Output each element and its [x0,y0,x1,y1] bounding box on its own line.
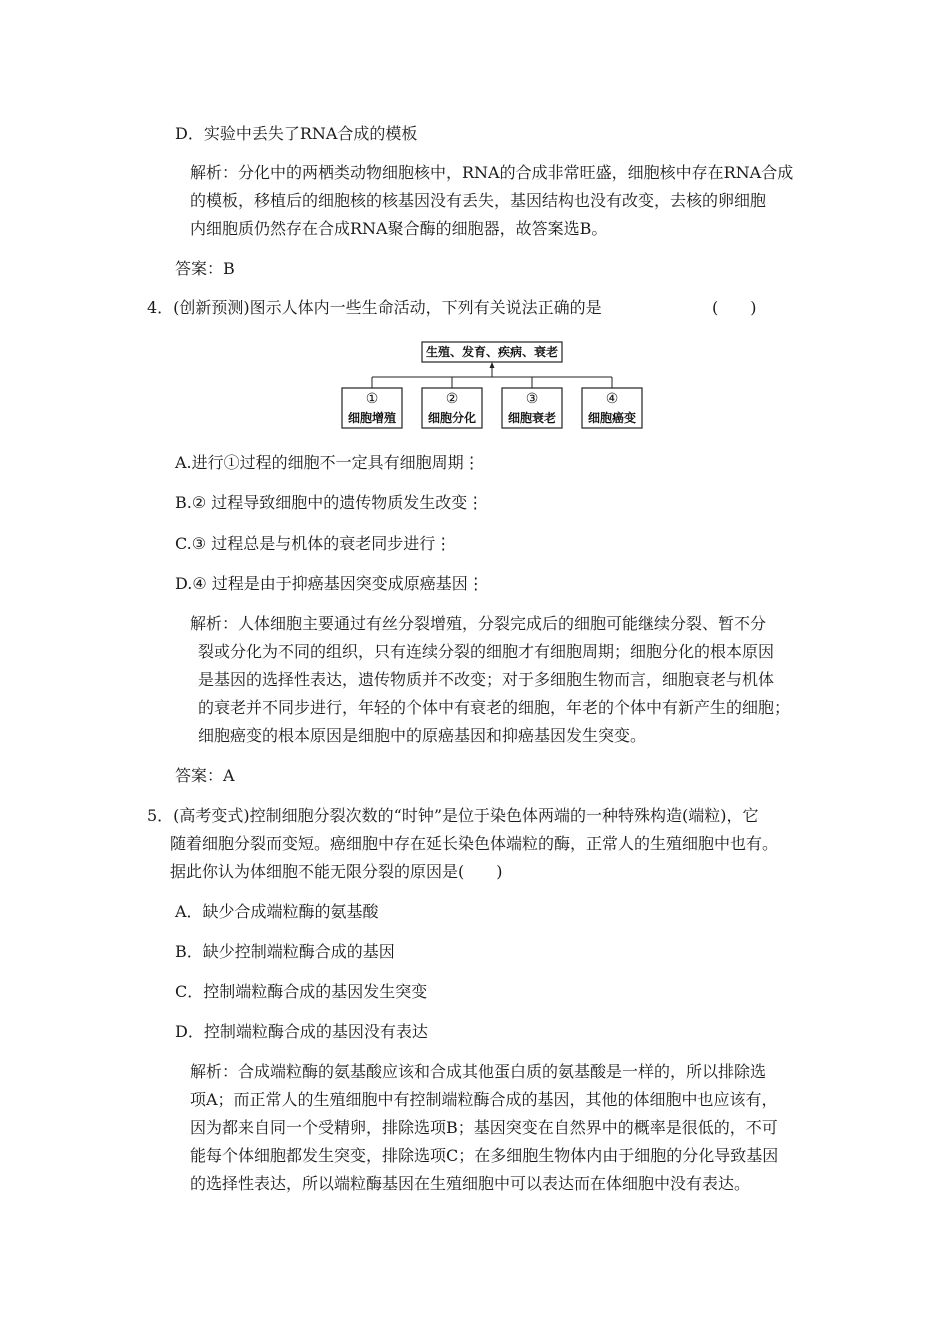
q4-analysis-line-1: 解析：人体细胞主要通过有丝分裂增殖，分裂完成后的细胞可能继续分裂、暂不分 [190,614,767,633]
q5-analysis-line-3: 因为都来自同一个受精卵，排除选项B；基因突变在自然界中的概率是很低的，不可 [190,1118,778,1137]
q4-option-a: A.进行①过程的细胞不一定具有细胞周期⋮ [175,453,480,472]
q3-option-d: D．实验中丢失了RNA合成的模板 [175,124,418,143]
q4-analysis-line-2: 裂或分化为不同的组织，只有连续分裂的细胞才有细胞周期；细胞分化的根本原因 [198,642,775,661]
q4-answer-bracket: ( ) [712,298,757,317]
q4-analysis-line-5: 细胞癌变的根本原因是细胞中的原癌基因和抑癌基因发生突变。 [198,726,647,745]
q4-answer: 答案：A [175,766,235,785]
q5-option-c: C．控制端粒酶合成的基因发生突变 [175,982,428,1001]
q4-analysis-line-4: 的衰老并不同步进行，年轻的个体中有衰老的细胞，年老的个体中有新产生的细胞； [198,698,791,717]
diagram-box-2-num: ② [445,391,459,407]
q4-stem: 4．(创新预测)图示人体内一些生命活动，下列有关说法正确的是 [147,298,602,317]
q4-analysis-line-3: 是基因的选择性表达，遗传物质并不改变；对于多细胞生物而言，细胞衰老与机体 [198,670,775,689]
q5-analysis-line-2: 项A；而正常人的生殖细胞中有控制端粒酶合成的基因，其他的体细胞中也应该有， [190,1090,778,1109]
q5-analysis-line-5: 的选择性表达，所以端粒酶基因在生殖细胞中可以表达而在体细胞中没有表达。 [190,1174,751,1193]
q5-option-d: D．控制端粒酶合成的基因没有表达 [175,1022,428,1041]
q5-stem-line-2: 随着细胞分裂而变短。癌细胞中存在延长染色体端粒的酶，正常人的生殖细胞中也有。 [170,834,779,853]
diagram-box-1-num: ① [365,391,379,407]
q5-analysis-line-1: 解析：合成端粒酶的氨基酸应该和合成其他蛋白质的氨基酸是一样的，所以排除选 [190,1062,767,1081]
diagram-box-3-num: ③ [525,391,539,407]
q4-option-d: D.④ 过程是由于抑癌基因突变成原癌基因⋮ [175,574,484,593]
diagram-arrow-head [490,362,495,368]
q3-analysis-line-2: 的模板，移植后的细胞核的核基因没有丢失，基因结构也没有改变，去核的卵细胞 [190,191,767,210]
cell-process-diagram [340,340,650,432]
diagram-box-3-label: 细胞衰老 [507,411,557,425]
q5-stem-line-3: 据此你认为体细胞不能无限分裂的原因是( ) [170,862,503,881]
q4-option-b: B.② 过程导致细胞中的遗传物质发生改变⋮ [175,493,484,512]
q3-analysis-line-1: 解析：分化中的两栖类动物细胞核中，RNA的合成非常旺盛，细胞核中存在RNA合成 [190,163,794,182]
diagram-box-1-label: 细胞增殖 [347,411,397,425]
q5-analysis-line-4: 能每个体细胞都发生突变，排除选项C；在多细胞生物体内由于细胞的分化导致基因 [190,1146,779,1165]
q3-analysis-line-3: 内细胞质仍然存在合成RNA聚合酶的细胞器，故答案选B。 [190,219,608,238]
diagram-top-label: 生殖、发育、疾病、衰老 [425,345,559,359]
q5-stem-line-1: 5．(高考变式)控制细胞分裂次数的“时钟”是位于染色体两端的一种特殊构造(端粒)，它 [147,806,759,825]
q5-option-a: A．缺少合成端粒酶的氨基酸 [175,902,379,921]
q4-option-c: C.③ 过程总是与机体的衰老同步进行⋮ [175,534,452,553]
q5-option-b: B．缺少控制端粒酶合成的基因 [175,942,395,961]
q3-answer: 答案：B [175,259,235,278]
diagram-box-4-label: 细胞癌变 [587,411,637,425]
diagram-box-2-label: 细胞分化 [427,411,477,425]
diagram-box-4-num: ④ [605,391,619,407]
